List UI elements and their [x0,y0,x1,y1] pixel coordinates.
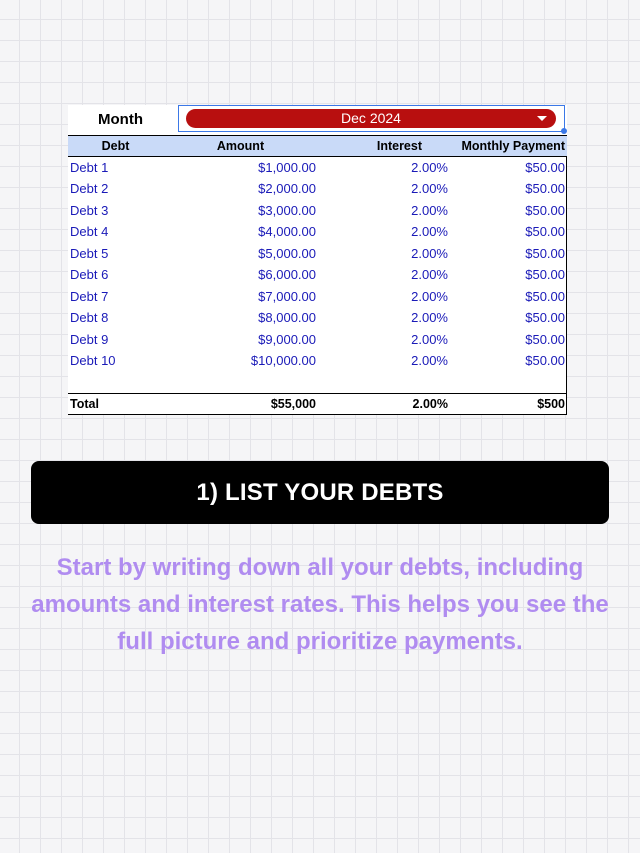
total-label[interactable]: Total [68,394,163,415]
monthly-payment-cell[interactable]: $50.00 [525,331,565,347]
header-debt[interactable]: Debt [68,136,163,157]
description-text: Start by writing down all your debts, including amounts and interest rates. This helps you see the full picture and prioritize payments. [31,554,609,655]
header-interest[interactable]: Interest [318,136,450,157]
debt-name-cell[interactable]: Debt 8 [70,310,109,326]
monthly-payment-cell[interactable]: $50.00 [525,353,565,369]
debt-table-wrap [68,135,567,415]
interest-cell[interactable]: 2.00% [411,267,448,283]
debt-spreadsheet [68,105,567,415]
dropdown-arrow-icon[interactable] [537,116,547,121]
header-monthly-payment[interactable]: Monthly Payment [450,136,567,157]
amount-cell[interactable]: $1,000.00 [258,160,316,175]
interest-cell[interactable]: 2.00% [411,310,448,326]
debt-name-cell[interactable]: Debt 7 [70,288,109,304]
cell-selection-handle[interactable] [561,128,567,134]
debt-name-cell[interactable]: Debt 6 [70,267,109,283]
total-interest[interactable]: 2.00% [318,394,450,415]
debt-name-cell[interactable]: Debt 4 [70,224,109,240]
table-row [68,264,567,286]
table-row [68,329,567,351]
total-payment[interactable]: $500 [450,394,567,415]
amount-cell[interactable]: $2,000.00 [258,181,316,197]
amount-cell[interactable]: $8,000.00 [258,310,316,326]
interest-cell[interactable]: 2.00% [411,160,448,175]
month-row [68,105,567,135]
table-row [68,157,567,179]
monthly-payment-cell[interactable]: $50.00 [525,224,565,240]
interest-cell[interactable]: 2.00% [411,202,448,218]
amount-cell[interactable]: $10,000.00 [250,353,316,369]
interest-cell[interactable]: 2.00% [411,288,448,304]
table-row [68,200,567,222]
spacer-row [68,372,567,394]
monthly-payment-cell[interactable]: $50.00 [525,288,565,304]
debt-name-cell[interactable]: Debt 10 [70,353,116,369]
month-dropdown[interactable] [186,109,556,128]
monthly-payment-cell[interactable]: $50.00 [525,267,565,283]
amount-cell[interactable]: $4,000.00 [258,224,316,240]
monthly-payment-cell[interactable]: $50.00 [525,310,565,326]
table-row [68,178,567,200]
debt-table [68,135,567,415]
month-label: Month [98,111,143,128]
interest-cell[interactable]: 2.00% [411,353,448,369]
amount-cell[interactable]: $6,000.00 [258,267,316,283]
month-value: Dec 2024 [341,110,401,126]
month-cell[interactable] [178,105,565,132]
interest-cell[interactable]: 2.00% [411,181,448,197]
monthly-payment-cell[interactable]: $50.00 [525,245,565,261]
header-amount[interactable]: Amount [163,136,318,157]
interest-cell[interactable]: 2.00% [411,331,448,347]
debt-name-cell[interactable]: Debt 9 [70,331,109,347]
table-row [68,350,567,372]
amount-cell[interactable]: $7,000.00 [258,288,316,304]
total-amount[interactable]: $55,000 [163,394,318,415]
monthly-payment-cell[interactable]: $50.00 [525,202,565,218]
table-row [68,286,567,308]
debt-name-cell[interactable]: Debt 5 [70,245,109,261]
table-header-row [68,136,567,157]
monthly-payment-cell[interactable]: $50.00 [525,181,565,197]
table-row [68,243,567,265]
table-row [68,221,567,243]
interest-cell[interactable]: 2.00% [411,224,448,240]
total-row [68,394,567,415]
table-row [68,307,567,329]
section-banner [31,461,609,524]
interest-cell[interactable]: 2.00% [411,245,448,261]
debt-name-cell[interactable]: Debt 1 [70,160,109,175]
amount-cell[interactable]: $9,000.00 [258,331,316,347]
debt-name-cell[interactable]: Debt 2 [70,181,109,197]
amount-cell[interactable]: $3,000.00 [258,202,316,218]
monthly-payment-cell[interactable]: $50.00 [525,160,565,175]
debt-name-cell[interactable]: Debt 3 [70,202,109,218]
banner-title: 1) LIST YOUR DEBTS [196,479,444,506]
amount-cell[interactable]: $5,000.00 [258,245,316,261]
